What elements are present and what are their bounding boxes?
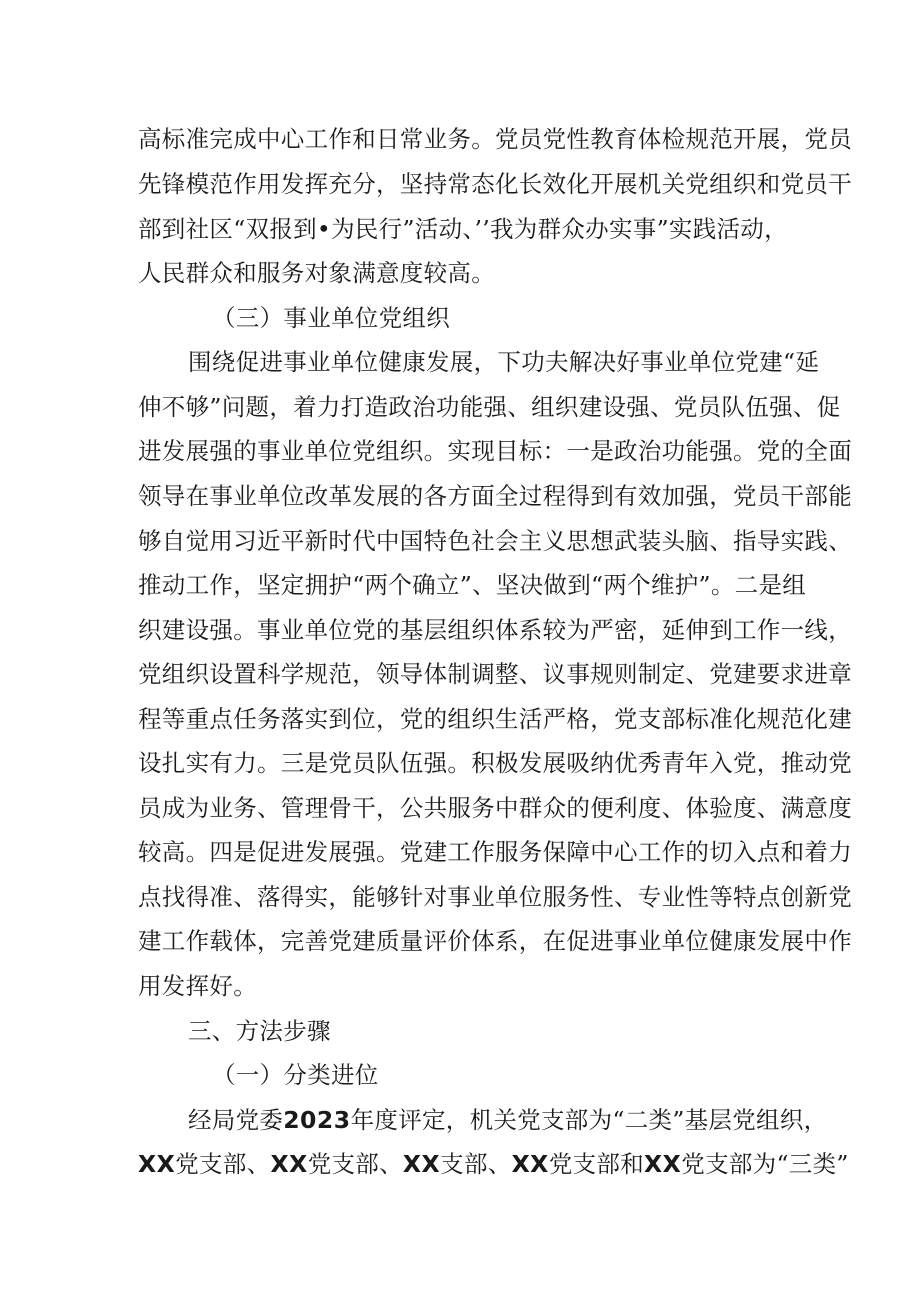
paragraph-line: 伸不够”问题，着力打造政治功能强、组织建设强、党员队伍强、促 (138, 393, 841, 421)
paragraph-line: 进发展强的事业单位党组织。实现目标：一是政治功能强。党的全面 (138, 437, 852, 465)
paragraph-line: 员成为业务、管理骨干，公共服务中群众的便利度、体验度、满意度 (138, 794, 852, 822)
text-segment: 经局党委 (188, 1106, 284, 1134)
placeholder-xx: XX (644, 1150, 682, 1178)
placeholder-xx: XX (138, 1150, 176, 1178)
paragraph-line: 点找得准、落得实，能够针对事业单位服务性、专业性等特点创新党 (138, 883, 852, 911)
paragraph-line: 党组织设置科学规范，领导体制调整、议事规则制定、党建要求进章 (138, 660, 852, 688)
paragraph-line: 人民群众和服务对象满意度较高。 (138, 259, 495, 287)
text-segment: 支部、 (440, 1150, 512, 1178)
paragraph-line: 建工作载体，完善党建质量评价体系，在促进事业单位健康发展中作 (138, 927, 852, 955)
paragraph-line: 领导在事业单位改革发展的各方面全过程得到有效加强，党员干部能 (138, 482, 852, 510)
text-segment: 党支部、 (175, 1150, 271, 1178)
paragraph-line: 程等重点任务落实到位，党的组织生活严格，党支部标准化规范化建 (138, 705, 852, 733)
paragraph-line: 织建设强。事业单位党的基层组织体系较为严密，延伸到工作一线， (138, 616, 852, 644)
subsection-heading: （一）分类进位 (212, 1061, 379, 1089)
paragraph-line (188, 1105, 827, 1135)
placeholder-xx: XX (270, 1150, 308, 1178)
paragraph-line: 先锋模范作用发挥充分，坚持常态化长效化开展机关党组织和党员干 (138, 170, 852, 198)
paragraph-line: 部到社区“双报到•为民行”活动、’’我为群众办实事”实践活动， (138, 215, 788, 243)
paragraph-line: 用发挥好。 (138, 972, 257, 1000)
paragraph-line: 设扎实有力。三是党员队伍强。积极发展吸纳优秀青年入党，推动党 (138, 749, 852, 777)
paragraph-line: 够自觉用习近平新时代中国特色社会主义思想武装头脑、指导实践、 (138, 527, 852, 555)
text-segment: 党支部为“三类” (681, 1150, 849, 1178)
section-heading: （三）事业单位党组织 (212, 304, 450, 332)
paragraph-line: 高标准完成中心工作和日常业务。党员党性教育体检规范开展，党员 (138, 125, 852, 153)
text-segment: 年度评定，机关党支部为“二类”基层党组织， (350, 1106, 828, 1134)
paragraph-line: 围绕促进事业单位健康发展，下功夫解决好事业单位党建“延 (188, 348, 820, 376)
text-segment: 党支部、 (307, 1150, 403, 1178)
year-number: 2023 (283, 1106, 351, 1134)
text-segment: 党支部和 (548, 1150, 645, 1178)
paragraph-line: 较高。四是促进发展强。党建工作服务保障中心工作的切入点和着力 (138, 838, 852, 866)
placeholder-xx: XX (511, 1150, 549, 1178)
paragraph-line: 推动工作，坚定拥护“两个确立”、坚决做到“两个维护”。二是组 (138, 571, 807, 599)
paragraph-line (138, 1149, 849, 1179)
placeholder-xx: XX (402, 1150, 441, 1178)
section-heading: 三、方法步骤 (188, 1017, 331, 1045)
